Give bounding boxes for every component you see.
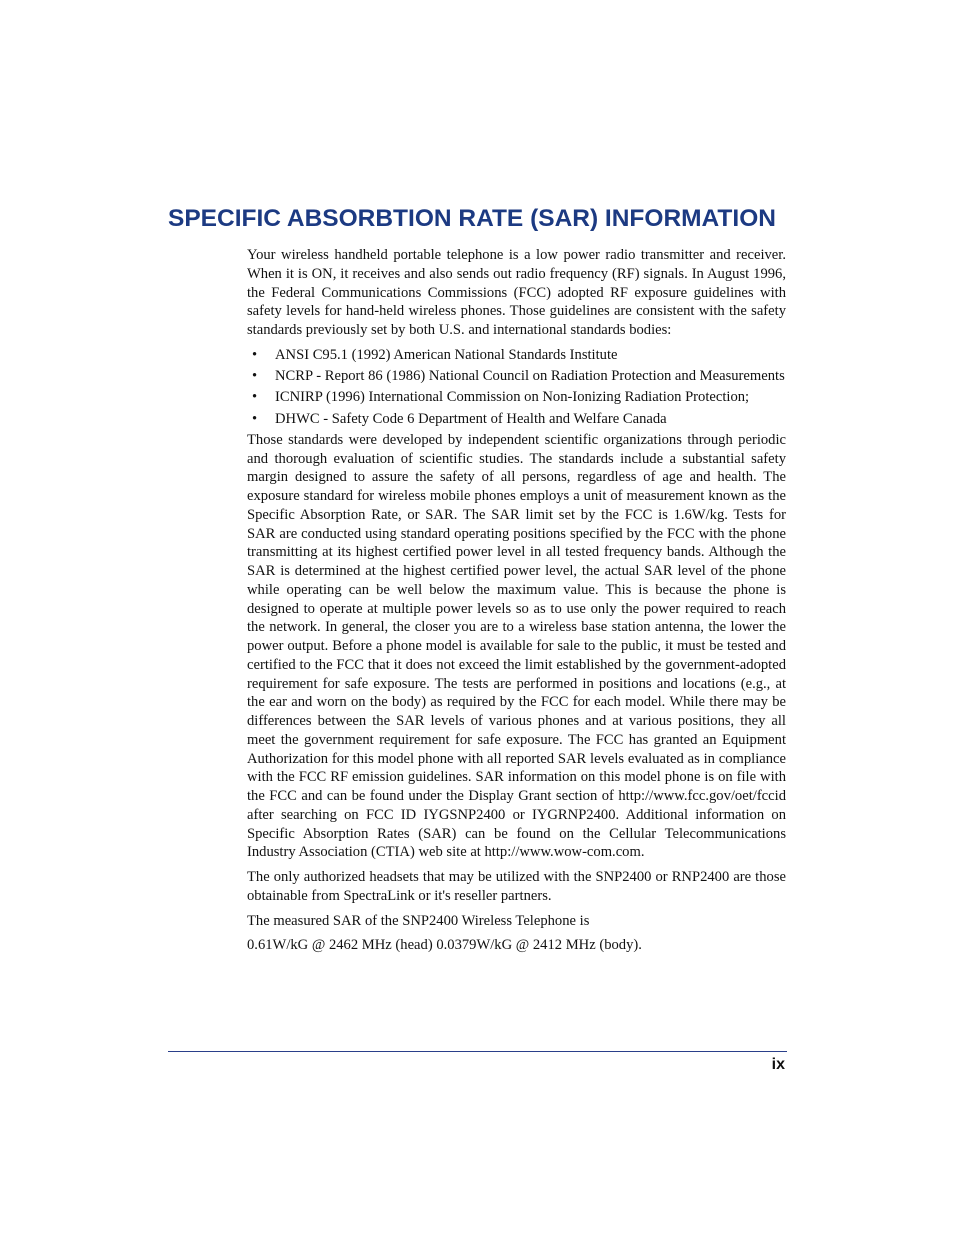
list-item xyxy=(247,367,786,386)
list-item-text: NCRP - Report 86 (1986) National Council on Radiation Protection and Measurements xyxy=(275,368,785,384)
list-item-text: DHWC - Safety Code 6 Department of Health and Welfare Canada xyxy=(275,410,667,427)
standards-list xyxy=(247,346,786,429)
measured-sar-values: 0.61W/kG @ 2462 MHz (head) 0.0379W/kG @ 2412 MHz (body). xyxy=(247,937,642,954)
intro-paragraph: Your wireless handheld portable telephone is a low power radio transmitter and receiver. When it is ON, it receives and also sends out radio frequency (RF) signals. In August 1996, the Federal Communications Commissions (FCC) adopted RF exposure guidelines with safety levels for hand-held wireless phones. Those guidelines are consistent with the safety standards previously set by both U.S. and international standards bodies: xyxy=(247,247,786,338)
page-title: SPECIFIC ABSORBTION RATE (SAR) INFORMATION xyxy=(168,205,776,232)
body-paragraph: Those standards were developed by independent scientific organizations through periodic and thorough evaluation of scientific studies. The standards include a substantial safety margin designed to assure the safety of all persons, regardless of age and health. The exposure standard for wireless mobile phones employs a unit of measurement known as the Specific Absorption Rate, or SAR. The SAR limit set by the FCC is 1.6W/kg. Tests for SAR are conducted using standard operating positions specified by the FCC with the phone transmitting at its highest certified power level in all tested frequency bands. Although the SAR is determined at the highest certified power level, the actual SAR level of the phone while operating can be well below the maximum value. This is because the phone is designed to operate at multiple power levels so as to use only the power required to reach the network. In general, the closer you are to a wireless base station antenna, the lower the power output. Before a phone model is available for sale to the public, it must be tested and certified to the FCC that it does not exceed the limit established by the government-adopted requirement for safe exposure. The tests are performed in positions and locations (e.g., at the ear and worn on the body) as required by the FCC for each model. While there may be differences between the SAR levels of various phones and at various positions, they all meet the government requirement for safe exposure. The FCC has granted an Equipment Authorization for this model phone with all reported SAR levels evaluated as in compliance with the FCC RF emission guidelines. SAR information on this model phone is on file with the FCC and can be found under the Display Grant section of http://www.fcc.gov/oet/fccid after searching on FCC ID IYGSNP2400 or IYGRNP2400. Additional information on Specific Absorption Rates (SAR) can be found on the Cellular Telecommunications Industry Association (CTIA) web site at http://www.wow-com.com. xyxy=(247,431,786,861)
list-item xyxy=(247,346,786,365)
bullet-icon: • xyxy=(252,410,258,427)
list-item xyxy=(247,388,786,407)
headsets-paragraph: The only authorized headsets that may be utilized with the SNP2400 or RNP2400 are those obtainable from SpectraLink or it's reseller partners. xyxy=(247,869,786,904)
bullet-icon: • xyxy=(252,389,258,406)
page-number: ix xyxy=(771,1056,785,1073)
document-body xyxy=(247,246,786,955)
bullet-icon: • xyxy=(252,368,258,384)
bullet-icon: • xyxy=(252,346,258,363)
measured-sar-intro: The measured SAR of the SNP2400 Wireless Telephone is xyxy=(247,912,590,929)
list-item xyxy=(247,410,786,429)
list-item-text: ANSI C95.1 (1992) American National Standards Institute xyxy=(275,346,618,363)
list-item-text: ICNIRP (1996) International Commission on Non-Ionizing Radiation Protection; xyxy=(275,389,750,406)
footer-rule xyxy=(168,1051,787,1052)
